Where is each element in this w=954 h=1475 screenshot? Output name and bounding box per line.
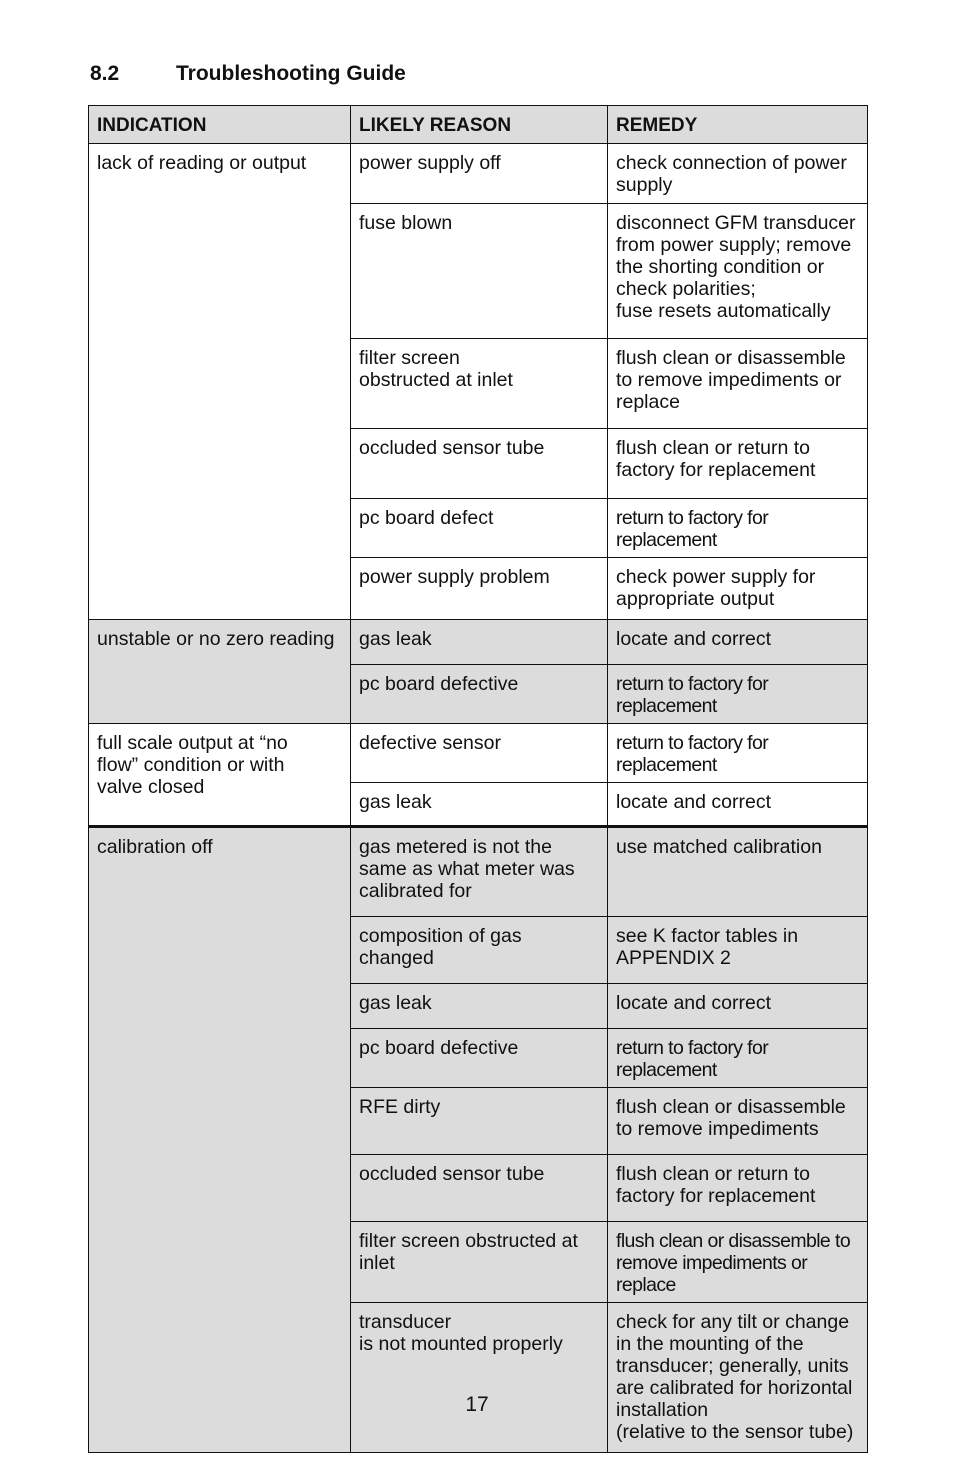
remedy-cell: flush clean or return to factory for replacement bbox=[608, 1155, 868, 1222]
indication-cell: unstable or no zero reading bbox=[89, 620, 351, 724]
reason-cell: occluded sensor tube bbox=[351, 1155, 608, 1222]
remedy-cell: disconnect GFM transducer from power supply; remove the shorting condition or check polarities; fuse resets automatically bbox=[608, 204, 868, 339]
remedy-cell: flush clean or disassemble to remove impediments or replace bbox=[608, 1222, 868, 1303]
reason-cell: gas leak bbox=[351, 984, 608, 1029]
remedy-cell: see K factor tables in APPENDIX 2 bbox=[608, 917, 868, 984]
reason-cell: pc board defective bbox=[351, 665, 608, 724]
reason-cell: occluded sensor tube bbox=[351, 429, 608, 499]
table-row bbox=[89, 827, 868, 917]
table-row bbox=[89, 144, 868, 204]
header-remedy: REMEDY bbox=[608, 106, 868, 144]
troubleshooting-table bbox=[88, 105, 868, 1453]
indication-cell: lack of reading or output bbox=[89, 144, 351, 620]
indication-cell: full scale output at “no flow” condition or with valve closed bbox=[89, 724, 351, 827]
reason-cell: pc board defect bbox=[351, 499, 608, 558]
reason-cell: RFE dirty bbox=[351, 1088, 608, 1155]
reason-cell: gas leak bbox=[351, 620, 608, 665]
remedy-cell: locate and correct bbox=[608, 620, 868, 665]
remedy-cell: check power supply for appropriate output bbox=[608, 558, 868, 620]
section-title: Troubleshooting Guide bbox=[176, 62, 406, 85]
reason-cell: composition of gas changed bbox=[351, 917, 608, 984]
header-indication: INDICATION bbox=[89, 106, 351, 144]
reason-cell: fuse blown bbox=[351, 204, 608, 339]
reason-cell: power supply problem bbox=[351, 558, 608, 620]
header-likely-reason: LIKELY REASON bbox=[351, 106, 608, 144]
section-heading bbox=[90, 62, 406, 86]
remedy-cell: flush clean or disassemble to remove impediments bbox=[608, 1088, 868, 1155]
remedy-cell: return to factory for replacement bbox=[608, 1029, 868, 1088]
remedy-cell: locate and correct bbox=[608, 783, 868, 827]
reason-cell: filter screen obstructed at inlet bbox=[351, 339, 608, 429]
remedy-cell: check for any tilt or change in the mounting of the transducer; generally, units are calibrated for horizontal installation (relative to the sensor tube) bbox=[608, 1303, 868, 1453]
reason-cell: filter screen obstructed at inlet bbox=[351, 1222, 608, 1303]
remedy-cell: return to factory for replacement bbox=[608, 724, 868, 783]
reason-cell: gas leak bbox=[351, 783, 608, 827]
remedy-cell: flush clean or return to factory for replacement bbox=[608, 429, 868, 499]
table-row bbox=[89, 724, 868, 783]
remedy-cell: locate and correct bbox=[608, 984, 868, 1029]
table-row bbox=[89, 620, 868, 665]
reason-cell: pc board defective bbox=[351, 1029, 608, 1088]
remedy-cell: return to factory for replacement bbox=[608, 499, 868, 558]
indication-cell: calibration off bbox=[89, 827, 351, 1453]
reason-cell: gas metered is not the same as what meter was calibrated for bbox=[351, 827, 608, 917]
page-number: 17 bbox=[465, 1393, 489, 1416]
reason-cell: transducer is not mounted properly bbox=[351, 1303, 608, 1453]
reason-cell: defective sensor bbox=[351, 724, 608, 783]
remedy-cell: check connection of power supply bbox=[608, 144, 868, 204]
remedy-cell: flush clean or disassemble to remove impediments or replace bbox=[608, 339, 868, 429]
remedy-cell: return to factory for replacement bbox=[608, 665, 868, 724]
section-number: 8.2 bbox=[90, 62, 120, 85]
remedy-cell: use matched calibration bbox=[608, 827, 868, 917]
reason-cell: power supply off bbox=[351, 144, 608, 204]
table-header bbox=[89, 106, 868, 144]
